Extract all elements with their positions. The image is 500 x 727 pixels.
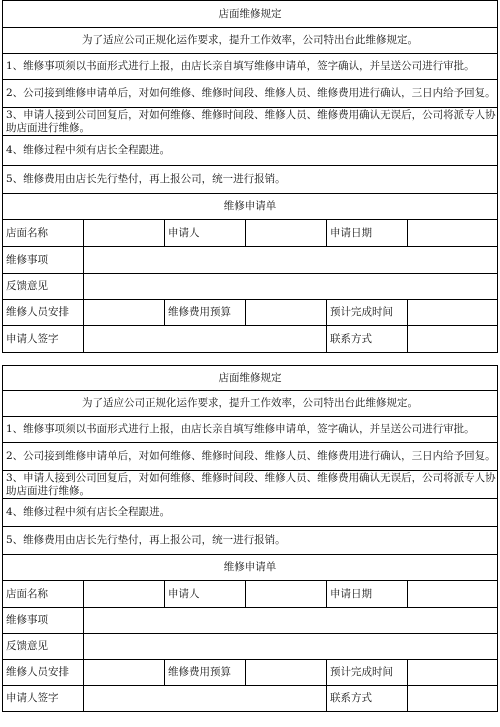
apply-date-label: 申请日期 bbox=[327, 220, 408, 246]
repair-items-field[interactable] bbox=[84, 247, 497, 273]
feedback-field[interactable] bbox=[84, 274, 497, 299]
rule-text: 5、维修费用由店长先行垫付，再上报公司，统一进行报销。 bbox=[6, 173, 286, 185]
staff-arrangement-label: 维修人员安排 bbox=[3, 660, 84, 685]
store-name-label: 店面名称 bbox=[3, 581, 84, 607]
application-row bbox=[2, 220, 498, 247]
budget-label: 维修费用预算 bbox=[165, 300, 246, 325]
repair-items-label: 维修事项 bbox=[3, 247, 84, 273]
staff-arrangement-field[interactable] bbox=[84, 300, 165, 325]
store-name-label: 店面名称 bbox=[3, 220, 84, 246]
rule-item bbox=[2, 471, 498, 499]
apply-date-label: 申请日期 bbox=[327, 581, 408, 607]
store-name-field[interactable] bbox=[84, 581, 165, 607]
applicant-label: 申请人 bbox=[165, 581, 246, 607]
rule-text: 1、维修事项须以书面形式进行上报，由店长亲自填写维修申请单，签字确认，并呈送公司进行审批。 bbox=[6, 423, 475, 435]
contact-field[interactable] bbox=[408, 326, 497, 352]
rule-text: 5、维修费用由店长先行垫付，再上报公司，统一进行报销。 bbox=[6, 534, 286, 546]
rule-text: 4、维修过程中须有店长全程跟进。 bbox=[6, 144, 171, 156]
expected-completion-label: 预计完成时间 bbox=[327, 300, 408, 325]
application-row bbox=[2, 326, 498, 353]
application-row bbox=[2, 660, 498, 686]
application-row bbox=[2, 608, 498, 634]
rules-intro-text: 为了适应公司正规化运作要求，提升工作效率，公司特出台此维修规定。 bbox=[82, 397, 418, 409]
application-title bbox=[2, 194, 498, 220]
rule-text: 2、公司接到维修申请单后，对如何维修、维修时间段、维修人员、维修费用进行确认，三日内给予回复。 bbox=[6, 87, 496, 99]
repair-items-label: 维修事项 bbox=[3, 608, 84, 633]
expected-completion-label: 预计完成时间 bbox=[327, 660, 408, 685]
rule-item bbox=[2, 527, 498, 555]
rule-text: 4、维修过程中须有店长全程跟进。 bbox=[6, 506, 171, 518]
application-title bbox=[2, 555, 498, 581]
rules-title-text: 店面维修规定 bbox=[218, 7, 282, 20]
budget-label: 维修费用预算 bbox=[165, 660, 246, 685]
document-sheet bbox=[2, 0, 498, 712]
rule-text: 1、维修事项须以书面形式进行上报，由店长亲自填写维修申请单，签字确认，并呈送公司进行审批。 bbox=[6, 60, 475, 72]
signature-label: 申请人签字 bbox=[3, 326, 84, 352]
rules-title bbox=[2, 365, 498, 391]
budget-field[interactable] bbox=[246, 660, 327, 685]
rule-item bbox=[2, 136, 498, 166]
rule-item bbox=[2, 166, 498, 194]
application-row bbox=[2, 581, 498, 608]
rules-intro bbox=[2, 28, 498, 54]
application-row bbox=[2, 274, 498, 300]
rule-item bbox=[2, 499, 498, 527]
signature-field[interactable] bbox=[84, 326, 327, 352]
feedback-label: 反馈意见 bbox=[3, 634, 84, 659]
store-name-field[interactable] bbox=[84, 220, 165, 246]
feedback-field[interactable] bbox=[84, 634, 497, 659]
applicant-label: 申请人 bbox=[165, 220, 246, 246]
budget-field[interactable] bbox=[246, 300, 327, 325]
signature-label: 申请人签字 bbox=[3, 686, 84, 711]
rule-item bbox=[2, 108, 498, 136]
contact-label: 联系方式 bbox=[327, 326, 408, 352]
application-title-text: 维修申请单 bbox=[223, 561, 277, 573]
contact-field[interactable] bbox=[408, 686, 497, 711]
applicant-field[interactable] bbox=[246, 581, 327, 607]
rule-text: 3、申请人接到公司回复后，对如何维修、维修时间段、维修人员、维修费用确认无误后，公司将派专人协助店面进行维修。 bbox=[6, 108, 496, 134]
rules-title bbox=[2, 0, 498, 28]
signature-field[interactable] bbox=[84, 686, 327, 711]
rule-text: 2、公司接到维修申请单后，对如何维修、维修时间段、维修人员、维修费用进行确认，三日内给予回复。 bbox=[6, 450, 496, 462]
application-row bbox=[2, 634, 498, 660]
staff-arrangement-label: 维修人员安排 bbox=[3, 300, 84, 325]
staff-arrangement-field[interactable] bbox=[84, 660, 165, 685]
repair-items-field[interactable] bbox=[84, 608, 497, 633]
expected-completion-field[interactable] bbox=[408, 300, 497, 325]
apply-date-field[interactable] bbox=[408, 581, 497, 607]
rule-item bbox=[2, 54, 498, 80]
feedback-label: 反馈意见 bbox=[3, 274, 84, 299]
rule-text: 3、申请人接到公司回复后，对如何维修、维修时间段、维修人员、维修费用确认无误后，公司将派专人协助店面进行维修。 bbox=[6, 471, 496, 497]
rule-item bbox=[2, 80, 498, 108]
application-row bbox=[2, 300, 498, 326]
rules-intro bbox=[2, 391, 498, 417]
rule-item bbox=[2, 443, 498, 471]
contact-label: 联系方式 bbox=[327, 686, 408, 711]
rules-title-text: 店面维修规定 bbox=[218, 371, 282, 384]
application-title-text: 维修申请单 bbox=[223, 200, 277, 212]
rules-intro-text: 为了适应公司正规化运作要求，提升工作效率，公司特出台此维修规定。 bbox=[82, 34, 418, 46]
rule-item bbox=[2, 417, 498, 443]
application-row bbox=[2, 247, 498, 274]
expected-completion-field[interactable] bbox=[408, 660, 497, 685]
form-separator bbox=[2, 353, 498, 365]
applicant-field[interactable] bbox=[246, 220, 327, 246]
apply-date-field[interactable] bbox=[408, 220, 497, 246]
application-row bbox=[2, 686, 498, 712]
